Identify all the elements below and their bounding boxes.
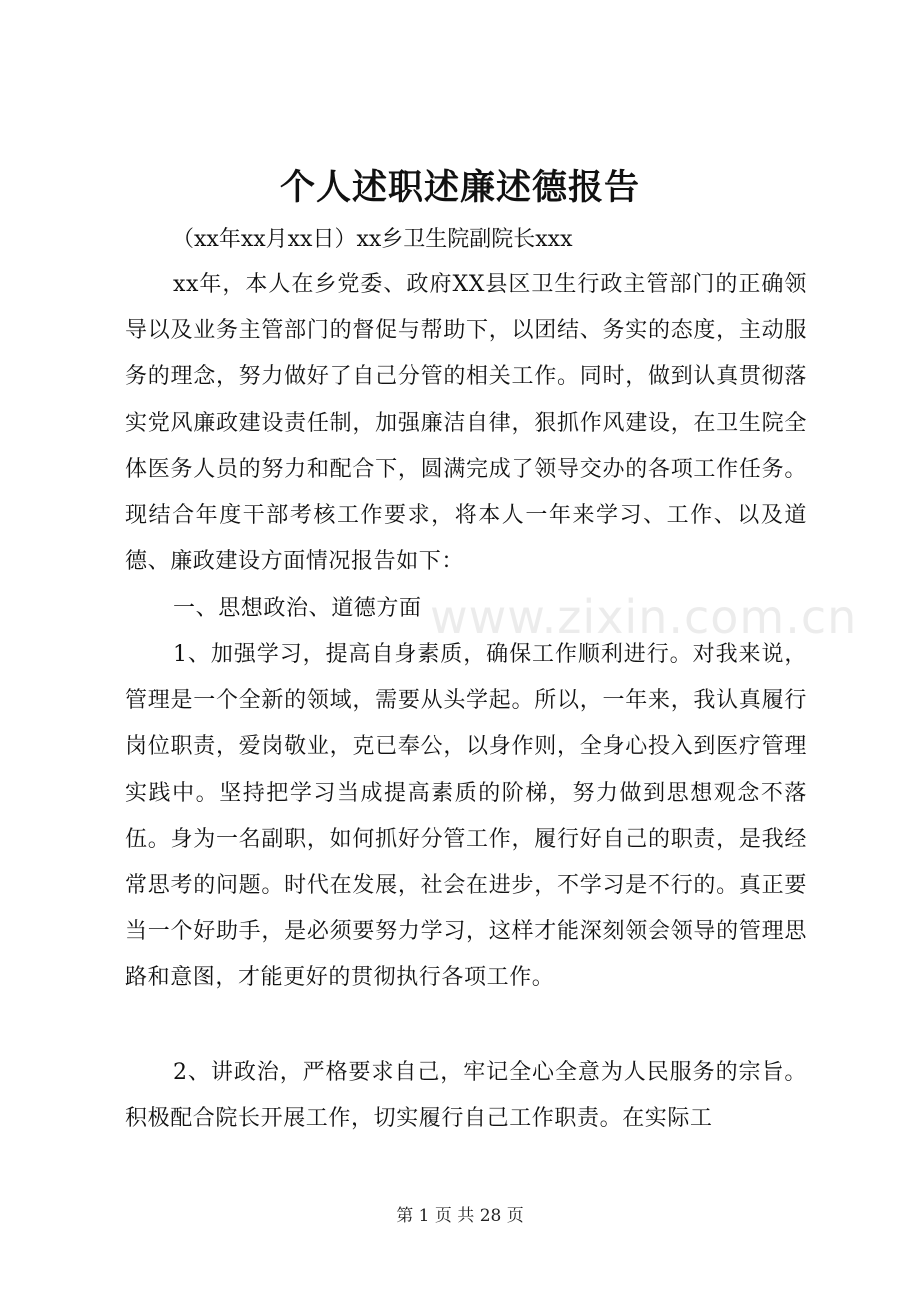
body-paragraph-1 [125,262,807,585]
page-footer: 第 1 页 共 28 页 [396,1206,524,1226]
body-paragraph-2 [125,632,807,1002]
body-paragraph-3 [125,1050,807,1142]
section-heading-text: 一、思想政治、道德方面 [173,596,422,621]
paragraph-text: 2、讲政治，严格要求自己，牢记全心全意为人民服务的宗旨。积极配合院长开展工作，切实履行自己工作职责。在实际工 [125,1060,807,1132]
paragraph-text: xx年，本人在乡党委、政府XX县区卫生行政主管部门的正确领导以及业务主管部门的督促与帮助下，以团结、务实的态度，主动服务的理念，努力做好了自己分管的相关工作。同时，做到认真贯彻落实党风廉政建设责任制，加强廉洁自律，狠抓作风建设，在卫生院全体医务人员的努力和配合下，圆满完成了领导交办的各项工作任务。现结合年度干部考核工作要求，将本人一年来学习、工作、以及道德、廉政建设方面情况报告如下： [125,272,807,575]
paragraph-text: 1、加强学习，提高自身素质，确保工作顺利进行。对我来说，管理是一个全新的领域，需要从头学起。所以，一年来，我认真履行岗位职责，爱岗敬业，克已奉公，以身作则，全身心投入到医疗管理实践中。坚持把学习当成提高素质的阶梯，努力做到思想观念不落伍。身为一名副职，如何抓好分管工作，履行好自己的职责，是我经常思考的问题。时代在发展，社会在进步，不学习是不行的。真正要当一个好助手，是必须要努力学习，这样才能深刻领会领导的管理思路和意图，才能更好的贯彻执行各项工作。 [125,642,807,991]
document-subtitle: （xx年xx月xx日）xx乡卫生院副院长xxx [172,227,573,252]
watermark: www.zixin.com.cn [430,590,858,644]
document-title: 个人述职述廉述德报告 [279,167,640,208]
